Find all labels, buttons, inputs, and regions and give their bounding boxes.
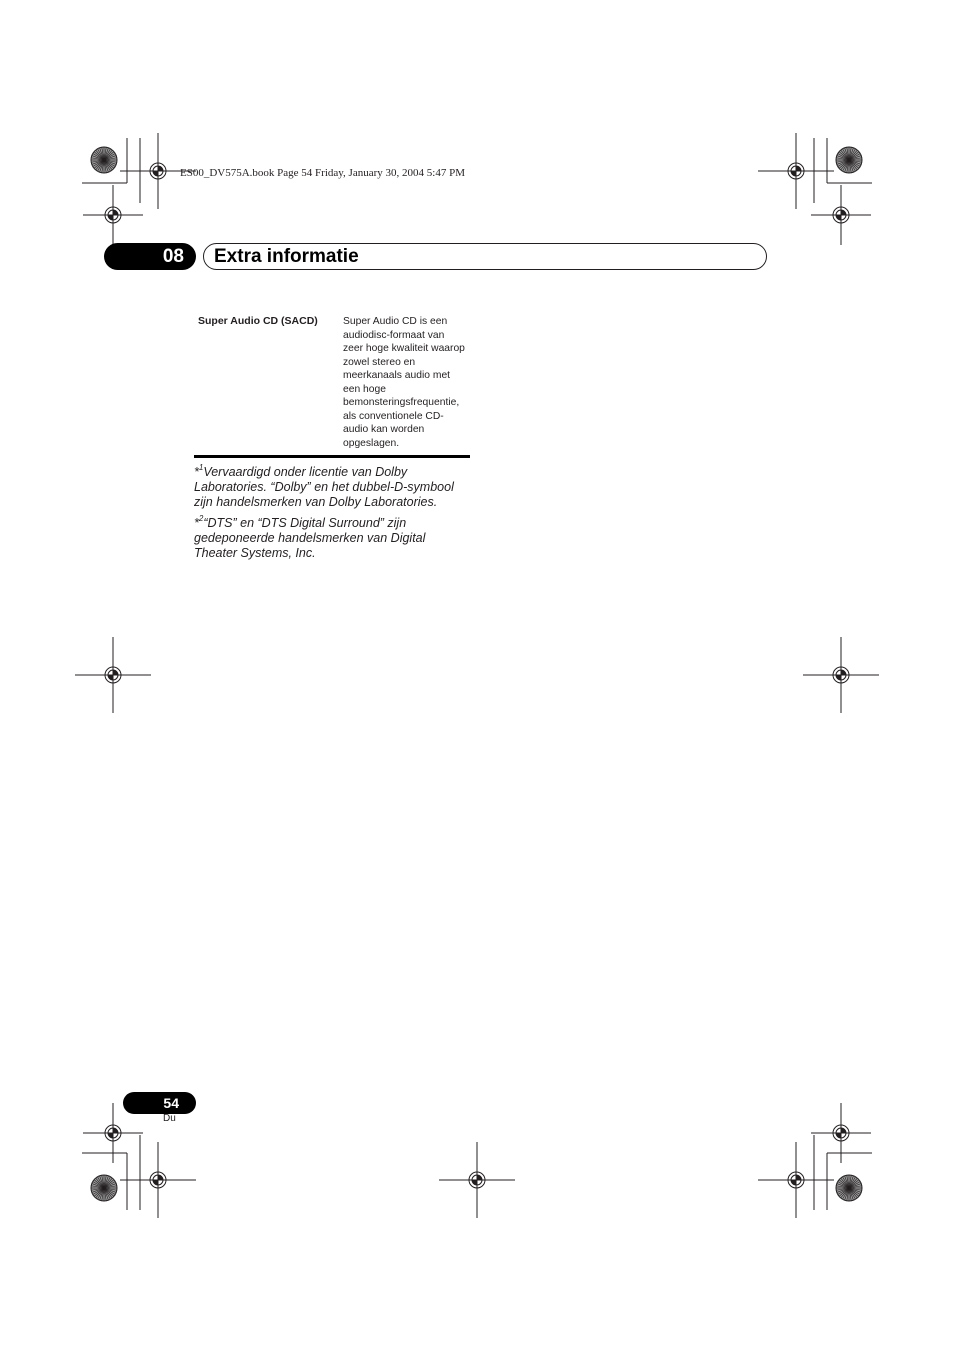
page-number-badge: 54 bbox=[123, 1092, 196, 1114]
footnote-line: gedeponeerde handelsmerken van Digital bbox=[194, 531, 426, 545]
definition-line: zeer hoge kwaliteit waarop bbox=[343, 343, 465, 354]
footnote-line bbox=[194, 465, 474, 480]
color-wheel-icon bbox=[836, 147, 862, 173]
footnote-line: Theater Systems, Inc. bbox=[194, 546, 316, 560]
footnote-text: “DTS” en “DTS Digital Surround” zijn bbox=[203, 516, 407, 530]
registration-mark-icon bbox=[120, 1142, 196, 1218]
definition-line: Super Audio CD is een bbox=[343, 316, 448, 327]
footnote-line: Laboratories. “Dolby” en het dubbel-D-symbool bbox=[194, 480, 454, 494]
registration-mark-icon bbox=[811, 185, 871, 245]
registration-mark-icon bbox=[439, 1142, 515, 1218]
definition-line: als conventionele CD- bbox=[343, 410, 444, 422]
color-wheel-icon bbox=[91, 1175, 117, 1201]
color-wheel-icon bbox=[836, 1175, 862, 1201]
footnote-number: 1 bbox=[198, 463, 204, 472]
registration-mark-icon bbox=[803, 637, 879, 713]
footnote-number: 2 bbox=[198, 514, 204, 523]
definition-line: meerkanaals audio met bbox=[343, 370, 451, 381]
definition-line: bemonsteringsfrequentie, bbox=[343, 397, 460, 408]
table-bottom-rule bbox=[194, 455, 470, 458]
footnote-line: zijn handelsmerken van Dolby Laboratories. bbox=[194, 495, 438, 509]
definition-line: zowel stereo en bbox=[343, 356, 416, 368]
glossary-term: Super Audio CD (SACD) bbox=[198, 315, 318, 327]
footnote-dolby bbox=[194, 465, 474, 510]
footnote-line bbox=[194, 516, 474, 531]
registration-mark-icon bbox=[811, 1103, 871, 1163]
book-file-header: ES00_DV575A.book Page 54 Friday, January 30, 2004 5:47 PM bbox=[180, 167, 465, 179]
glossary-definition bbox=[343, 315, 471, 450]
definition-line: een hoge bbox=[343, 383, 386, 395]
chapter-number-badge: 08 bbox=[104, 243, 196, 270]
footnote-marker: * bbox=[194, 465, 199, 479]
language-code: Du bbox=[163, 1113, 176, 1124]
definition-line: audiodisc-formaat van bbox=[343, 329, 445, 341]
chapter-title-box bbox=[203, 243, 767, 270]
footnote-text: Vervaardigd onder licentie van Dolby bbox=[203, 465, 408, 479]
footnote-dts bbox=[194, 516, 474, 561]
registration-mark-icon bbox=[758, 1142, 834, 1218]
definition-line: opgeslagen. bbox=[343, 437, 400, 449]
color-wheel-icon bbox=[91, 147, 117, 173]
registration-mark-icon bbox=[75, 637, 151, 713]
registration-mark-icon bbox=[758, 133, 834, 209]
definition-line: audio kan worden bbox=[343, 424, 425, 435]
footnote-marker: * bbox=[194, 516, 199, 530]
chapter-title: Extra informatie bbox=[214, 245, 359, 267]
registration-mark-icon bbox=[83, 185, 143, 245]
